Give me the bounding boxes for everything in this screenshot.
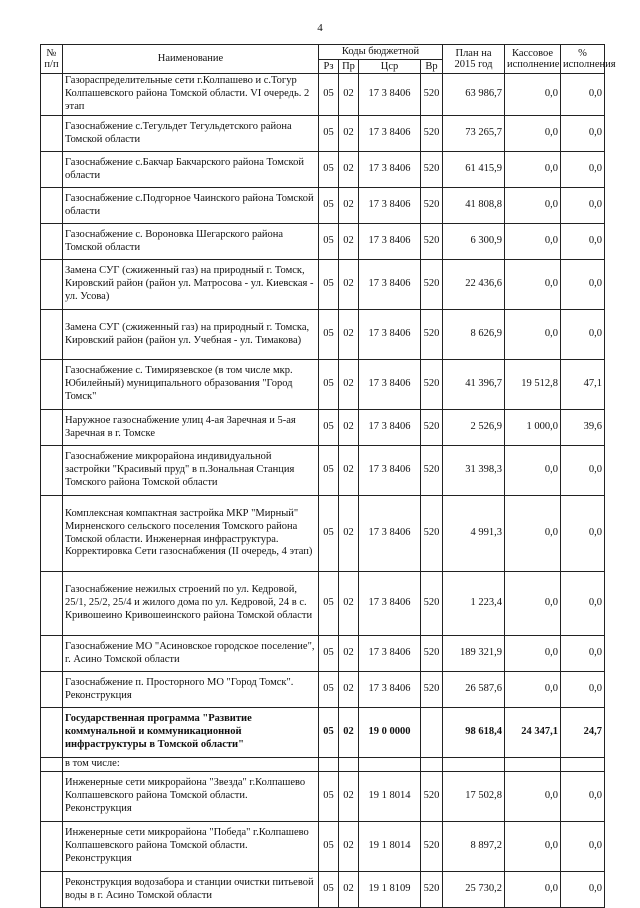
header-row	[41, 45, 605, 60]
pct-cell: 0,0	[561, 116, 605, 152]
name-cell: Инженерные сети микрорайона "Победа" г.Колпашево Колпашевского района Томской области. Реконструкция	[63, 822, 319, 872]
csr-cell: 19 0 0000	[359, 708, 421, 758]
plan-cell: 17 502,8	[443, 772, 505, 822]
name-cell: Государственная программа "Развитие коммунальной и коммуникационной инфраструктуры в Томской области"	[63, 708, 319, 758]
kass-cell: 1 000,0	[505, 410, 561, 446]
header-codes: Коды бюджетной	[319, 45, 443, 60]
name-cell: Газораспределительные сети г.Колпашево и с.Тогур Колпашевского района Томской области. VI очередь. 2 этап	[63, 74, 319, 116]
kass-cell: 0,0	[505, 188, 561, 224]
plan-cell: 22 436,6	[443, 260, 505, 310]
name-cell: в том числе:	[63, 758, 319, 772]
pr-cell: 02	[339, 446, 359, 496]
pr-cell: 02	[339, 152, 359, 188]
plan-cell: 63 986,7	[443, 74, 505, 116]
plan-cell: 26 587,6	[443, 672, 505, 708]
plan-cell: 189 321,9	[443, 636, 505, 672]
rz-cell: 05	[319, 74, 339, 116]
rz-cell: 05	[319, 224, 339, 260]
pct-cell: 47,1	[561, 360, 605, 410]
csr-cell: 17 3 8406	[359, 572, 421, 636]
csr-cell: 17 3 8406	[359, 116, 421, 152]
name-cell: Газоснабжение МО "Асиновское городское поселение", г. Асино Томской области	[63, 636, 319, 672]
plan-cell: 73 265,7	[443, 116, 505, 152]
csr-cell	[359, 758, 421, 772]
pr-cell: 02	[339, 636, 359, 672]
pct-cell: 0,0	[561, 446, 605, 496]
pr-cell: 02	[339, 224, 359, 260]
kass-cell: 0,0	[505, 672, 561, 708]
pr-cell: 02	[339, 872, 359, 908]
row-number-cell	[41, 446, 63, 496]
plan-cell: 41 396,7	[443, 360, 505, 410]
vr-cell: 520	[421, 822, 443, 872]
row-number-cell	[41, 496, 63, 572]
pct-cell: 0,0	[561, 310, 605, 360]
table-row	[41, 410, 605, 446]
csr-cell: 17 3 8406	[359, 410, 421, 446]
rz-cell: 05	[319, 872, 339, 908]
name-cell: Инженерные сети микрорайона "Звезда" г.Колпашево Колпашевского района Томской области. Реконструкция	[63, 772, 319, 822]
pr-cell: 02	[339, 822, 359, 872]
kass-cell: 0,0	[505, 74, 561, 116]
row-number-cell	[41, 360, 63, 410]
pct-cell: 39,6	[561, 410, 605, 446]
pct-cell: 0,0	[561, 152, 605, 188]
name-cell: Газоснабжение с.Тегульдет Тегульдетского района Томской области	[63, 116, 319, 152]
kass-cell: 0,0	[505, 772, 561, 822]
row-number-cell	[41, 758, 63, 772]
name-cell: Наружное газоснабжение улиц 4-ая Заречная и 5-ая Заречная в г. Томске	[63, 410, 319, 446]
table-row	[41, 446, 605, 496]
csr-cell: 17 3 8406	[359, 74, 421, 116]
csr-cell: 19 1 8109	[359, 872, 421, 908]
pr-cell: 02	[339, 188, 359, 224]
kass-cell: 0,0	[505, 872, 561, 908]
rz-cell: 05	[319, 310, 339, 360]
vr-cell: 520	[421, 152, 443, 188]
vr-cell: 520	[421, 188, 443, 224]
name-cell: Газоснабжение нежилых строений по ул. Кедровой, 25/1, 25/2, 25/4 и жилого дома по ул. Кедровой, 24 в с. Кривошеино Кривошеинского района Томской области	[63, 572, 319, 636]
header-rz: Рз	[319, 59, 339, 74]
name-cell: Замена СУГ (сжиженный газ) на природный г. Томск, Кировский район (район ул. Матросова - ул. Киевская - ул. Усова)	[63, 260, 319, 310]
csr-cell: 17 3 8406	[359, 152, 421, 188]
table-row	[41, 260, 605, 310]
row-number-cell	[41, 152, 63, 188]
kass-cell: 0,0	[505, 116, 561, 152]
name-cell: Комплексная компактная застройка МКР "Мирный" Мирненского сельского поселения Томского района Томской области. Инженерная инфраструктура. Корректировка Сети газоснабжения (II очередь, 4 этап)	[63, 496, 319, 572]
plan-cell: 41 808,8	[443, 188, 505, 224]
name-cell: Газоснабжение с.Подгорное Чаинского района Томской области	[63, 188, 319, 224]
header-kass: Кассовое исполнение	[505, 45, 561, 74]
kass-cell: 0,0	[505, 224, 561, 260]
plan-cell: 2 526,9	[443, 410, 505, 446]
row-number-cell	[41, 636, 63, 672]
pr-cell: 02	[339, 360, 359, 410]
row-number-cell	[41, 410, 63, 446]
rz-cell: 05	[319, 772, 339, 822]
plan-cell: 8 897,2	[443, 822, 505, 872]
vr-cell: 520	[421, 260, 443, 310]
kass-cell: 0,0	[505, 496, 561, 572]
vr-cell: 520	[421, 672, 443, 708]
plan-cell: 61 415,9	[443, 152, 505, 188]
pct-cell: 24,7	[561, 708, 605, 758]
table-row	[41, 188, 605, 224]
page-number: 4	[317, 22, 323, 34]
name-cell: Газоснабжение с. Тимирязевское (в том числе мкр. Юбилейный) муниципального образования "Город Томск"	[63, 360, 319, 410]
table-row	[41, 572, 605, 636]
table-row	[41, 496, 605, 572]
kass-cell: 0,0	[505, 152, 561, 188]
pr-cell: 02	[339, 672, 359, 708]
pct-cell: 0,0	[561, 188, 605, 224]
pr-cell: 02	[339, 74, 359, 116]
pct-cell: 0,0	[561, 224, 605, 260]
header-num: № п/п	[41, 45, 63, 74]
rz-cell: 05	[319, 496, 339, 572]
csr-cell: 17 3 8406	[359, 224, 421, 260]
table-body	[41, 74, 605, 908]
csr-cell: 17 3 8406	[359, 672, 421, 708]
row-number-cell	[41, 310, 63, 360]
rz-cell: 05	[319, 116, 339, 152]
pct-cell	[561, 758, 605, 772]
pr-cell: 02	[339, 116, 359, 152]
csr-cell: 17 3 8406	[359, 310, 421, 360]
rz-cell: 05	[319, 188, 339, 224]
table-row	[41, 74, 605, 116]
vr-cell: 520	[421, 572, 443, 636]
kass-cell: 0,0	[505, 310, 561, 360]
header-csr: Цср	[359, 59, 421, 74]
vr-cell: 520	[421, 772, 443, 822]
csr-cell: 19 1 8014	[359, 772, 421, 822]
rz-cell: 05	[319, 260, 339, 310]
budget-table	[40, 44, 616, 908]
name-cell: Реконструкция водозабора и станции очистки питьевой воды в г. Асино Томской области	[63, 872, 319, 908]
pr-cell: 02	[339, 310, 359, 360]
plan-cell: 25 730,2	[443, 872, 505, 908]
kass-cell: 0,0	[505, 636, 561, 672]
pct-cell: 0,0	[561, 822, 605, 872]
table-row	[41, 310, 605, 360]
vr-cell: 520	[421, 74, 443, 116]
plan-cell: 1 223,4	[443, 572, 505, 636]
vr-cell	[421, 758, 443, 772]
name-cell: Газоснабжение с. Вороновка Шегарского района Томской области	[63, 224, 319, 260]
row-number-cell	[41, 822, 63, 872]
rz-cell: 05	[319, 446, 339, 496]
csr-cell: 17 3 8406	[359, 188, 421, 224]
pr-cell: 02	[339, 260, 359, 310]
csr-cell: 17 3 8406	[359, 636, 421, 672]
pct-cell: 0,0	[561, 872, 605, 908]
pr-cell	[339, 758, 359, 772]
row-number-cell	[41, 74, 63, 116]
header-pct: % исполнения	[561, 45, 605, 74]
vr-cell: 520	[421, 872, 443, 908]
plan-cell: 98 618,4	[443, 708, 505, 758]
pr-cell: 02	[339, 772, 359, 822]
pct-cell: 0,0	[561, 636, 605, 672]
csr-cell: 17 3 8406	[359, 360, 421, 410]
pct-cell: 0,0	[561, 672, 605, 708]
pct-cell: 0,0	[561, 772, 605, 822]
table-row	[41, 360, 605, 410]
table-row	[41, 708, 605, 758]
vr-cell: 520	[421, 636, 443, 672]
kass-cell: 0,0	[505, 822, 561, 872]
vr-cell: 520	[421, 410, 443, 446]
row-number-cell	[41, 672, 63, 708]
name-cell: Замена СУГ (сжиженный газ) на природный г. Томска, Кировский район (район ул. Учебная - ул. Тимакова)	[63, 310, 319, 360]
rz-cell: 05	[319, 672, 339, 708]
rz-cell: 05	[319, 572, 339, 636]
row-number-cell	[41, 572, 63, 636]
kass-cell: 0,0	[505, 572, 561, 636]
table-row	[41, 152, 605, 188]
table-row	[41, 772, 605, 822]
vr-cell: 520	[421, 446, 443, 496]
row-number-cell	[41, 116, 63, 152]
plan-cell	[443, 758, 505, 772]
table-row	[41, 872, 605, 908]
row-number-cell	[41, 872, 63, 908]
name-cell: Газоснабжение микрорайона индивидуальной застройки "Красивый пруд" в п.Зональная Станция Томского района Томской области	[63, 446, 319, 496]
vr-cell	[421, 708, 443, 758]
row-number-cell	[41, 708, 63, 758]
table-row	[41, 116, 605, 152]
pr-cell: 02	[339, 496, 359, 572]
csr-cell: 17 3 8406	[359, 446, 421, 496]
rz-cell: 05	[319, 708, 339, 758]
pct-cell: 0,0	[561, 74, 605, 116]
plan-cell: 8 626,9	[443, 310, 505, 360]
row-number-cell	[41, 260, 63, 310]
kass-cell: 24 347,1	[505, 708, 561, 758]
plan-cell: 6 300,9	[443, 224, 505, 260]
pr-cell: 02	[339, 410, 359, 446]
name-cell: Газоснабжение с.Бакчар Бакчарского района Томской области	[63, 152, 319, 188]
name-cell: Газоснабжение п. Просторного МО "Город Томск". Реконструкция	[63, 672, 319, 708]
kass-cell: 0,0	[505, 446, 561, 496]
vr-cell: 520	[421, 310, 443, 360]
table-row	[41, 672, 605, 708]
pct-cell: 0,0	[561, 260, 605, 310]
vr-cell: 520	[421, 116, 443, 152]
rz-cell: 05	[319, 410, 339, 446]
vr-cell: 520	[421, 224, 443, 260]
kass-cell: 19 512,8	[505, 360, 561, 410]
vr-cell: 520	[421, 496, 443, 572]
row-number-cell	[41, 224, 63, 260]
pct-cell: 0,0	[561, 496, 605, 572]
rz-cell: 05	[319, 636, 339, 672]
kass-cell	[505, 758, 561, 772]
csr-cell: 17 3 8406	[359, 260, 421, 310]
row-number-cell	[41, 188, 63, 224]
header-pr: Пр	[339, 59, 359, 74]
vr-cell: 520	[421, 360, 443, 410]
header-plan: План на 2015 год	[443, 45, 505, 74]
table-row	[41, 822, 605, 872]
header-name: Наименование	[63, 45, 319, 74]
row-number-cell	[41, 772, 63, 822]
pct-cell: 0,0	[561, 572, 605, 636]
table-row	[41, 636, 605, 672]
rz-cell	[319, 758, 339, 772]
csr-cell: 19 1 8014	[359, 822, 421, 872]
pr-cell: 02	[339, 572, 359, 636]
rz-cell: 05	[319, 822, 339, 872]
pr-cell: 02	[339, 708, 359, 758]
rz-cell: 05	[319, 152, 339, 188]
plan-cell: 4 991,3	[443, 496, 505, 572]
csr-cell: 17 3 8406	[359, 496, 421, 572]
table-row	[41, 758, 605, 772]
rz-cell: 05	[319, 360, 339, 410]
table-row	[41, 224, 605, 260]
kass-cell: 0,0	[505, 260, 561, 310]
header-vr: Вр	[421, 59, 443, 74]
plan-cell: 31 398,3	[443, 446, 505, 496]
